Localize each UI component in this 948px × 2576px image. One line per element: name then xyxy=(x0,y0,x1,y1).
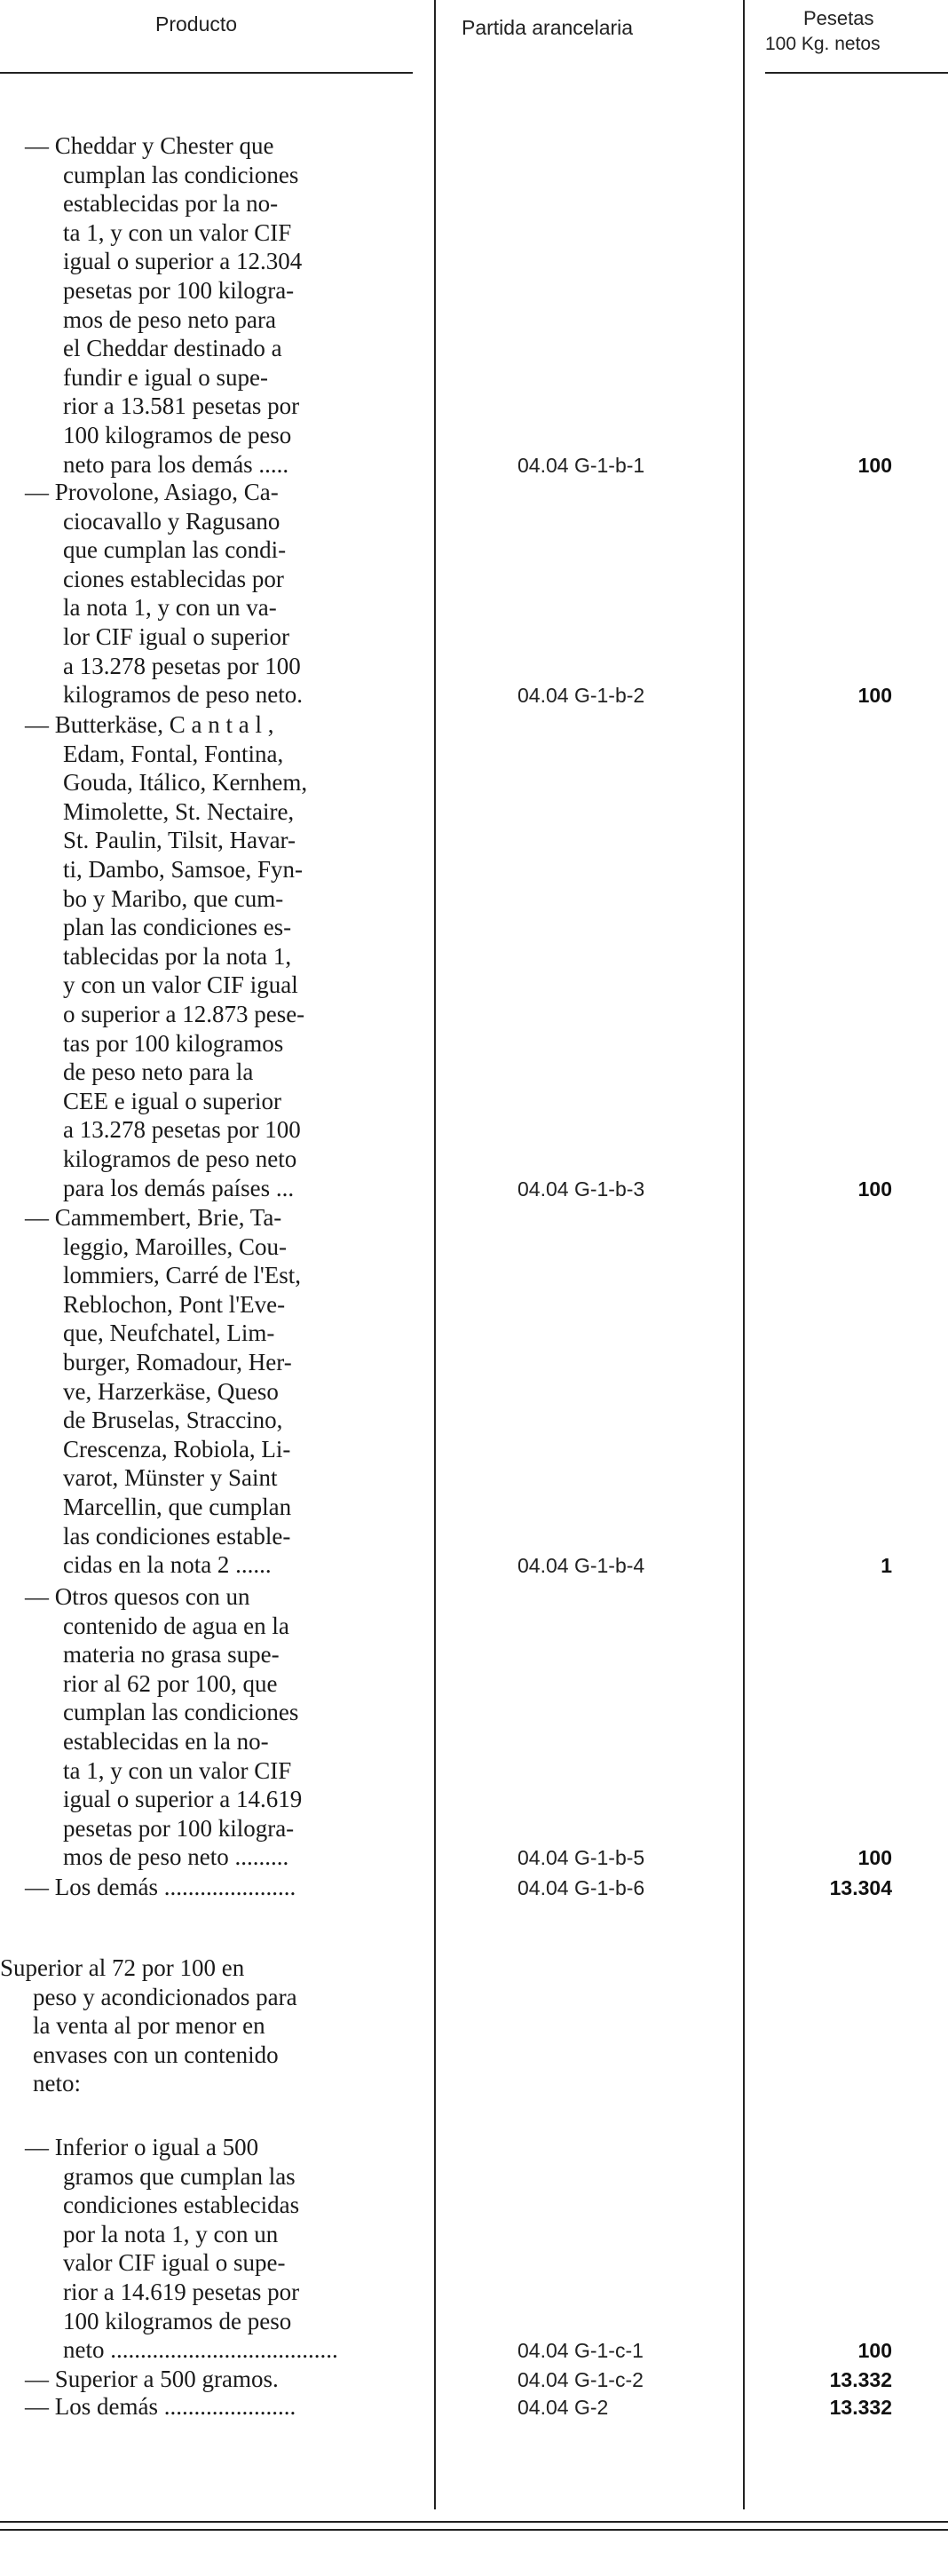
product-text-line: — Superior a 500 gramos. xyxy=(25,2366,279,2392)
product-text-line: kilogramos de peso neto xyxy=(63,1145,297,1172)
product-text-line: Superior al 72 por 100 en xyxy=(0,1954,245,1981)
table-row xyxy=(0,1203,448,1580)
product-text-line: bo y Maribo, que cum- xyxy=(63,884,284,912)
product-text-line: contenido de agua en la xyxy=(63,1612,289,1639)
pesetas-value: 100 xyxy=(857,2339,892,2363)
product-text-line: y con un valor CIF igual xyxy=(63,971,298,999)
product-text-line: establecidas por la no- xyxy=(63,190,279,218)
product-text-line: mos de peso neto ......... xyxy=(63,1843,289,1871)
product-text-line: neto: xyxy=(33,2070,81,2097)
product-text-line: lor CIF igual o superior xyxy=(63,622,289,650)
product-text-line: rior a 13.581 pesetas por xyxy=(63,392,300,420)
product-text-line: que cumplan las condi- xyxy=(63,536,287,564)
partida-code: 04.04 G-1-b-6 xyxy=(517,1876,645,1899)
product-text-line: ta 1, y con un valor CIF xyxy=(63,218,292,246)
product-text-line: fundir e igual o supe- xyxy=(63,363,268,391)
product-text-line: — Cammembert, Brie, Ta- xyxy=(25,1204,282,1231)
header-unidad: 100 Kg. netos xyxy=(765,34,881,54)
product-text-line: 100 kilogramos de peso xyxy=(63,421,292,448)
product-text-line: neto ...................................... xyxy=(63,2336,338,2364)
product-text-line: — Inferior o igual a 500 xyxy=(25,2134,259,2160)
pesetas-value: 13.332 xyxy=(829,2396,892,2419)
product-text-line: peso y acondicionados para xyxy=(33,1983,297,2010)
header-rule-pesetas xyxy=(765,72,948,74)
partida-code: 04.04 G-1-b-5 xyxy=(517,1846,645,1870)
column-divider-right xyxy=(743,0,745,2509)
product-text-line: Edam, Fontal, Fontina, xyxy=(63,740,284,767)
product-text-line: a 13.278 pesetas por 100 xyxy=(63,652,301,679)
product-text-line: para los demás países ... xyxy=(63,1174,295,1201)
table-row xyxy=(0,1954,448,2098)
product-text-line: Crescenza, Robiola, Li- xyxy=(63,1435,291,1462)
pesetas-value: 100 xyxy=(857,1177,892,1201)
table-row xyxy=(0,131,448,479)
bottom-rule-2 xyxy=(0,2529,948,2531)
table-row xyxy=(0,2365,448,2394)
product-text-line: establecidas en la no- xyxy=(63,1727,269,1755)
bottom-rule-1 xyxy=(0,2521,948,2523)
product-text-line: la nota 1, y con un va- xyxy=(63,594,277,622)
product-text-line: — Provolone, Asiago, Ca- xyxy=(25,479,279,505)
product-text-line: por la nota 1, y con un xyxy=(63,2220,279,2247)
product-text-line: rior a 14.619 pesetas por xyxy=(63,2278,300,2305)
pesetas-value: 100 xyxy=(857,1846,892,1870)
product-text-line: la venta al por menor en xyxy=(33,2012,265,2040)
product-text-line: CEE e igual o superior xyxy=(63,1087,281,1114)
product-text-line: St. Paulin, Tilsit, Havar- xyxy=(63,827,296,854)
product-text-line: — Cheddar y Chester que xyxy=(25,132,274,159)
product-text-line: Reblochon, Pont l'Eve- xyxy=(63,1290,286,1318)
product-text-line: pesetas por 100 kilogra- xyxy=(63,1814,295,1842)
product-text-line: Mimolette, St. Nectaire, xyxy=(63,797,295,825)
product-text-line: ta 1, y con un valor CIF xyxy=(63,1756,292,1784)
table-row xyxy=(0,710,448,1202)
pesetas-value: 1 xyxy=(881,1554,892,1578)
product-text-line: materia no grasa supe- xyxy=(63,1641,280,1668)
header-pesetas: Pesetas xyxy=(803,7,874,29)
pesetas-value: 13.332 xyxy=(829,2368,892,2391)
partida-code: 04.04 G-1-b-3 xyxy=(517,1177,645,1201)
partida-code: 04.04 G-1-c-2 xyxy=(517,2368,644,2391)
product-text-line: mos de peso neto para xyxy=(63,305,276,333)
product-text-line: envases con un contenido xyxy=(33,2041,279,2068)
product-text-line: a 13.278 pesetas por 100 xyxy=(63,1116,301,1144)
table-row xyxy=(0,1582,448,1872)
product-text-line: plan las condiciones es- xyxy=(63,914,292,941)
product-text-line: — Los demás ...................... xyxy=(25,2393,296,2420)
pesetas-value: 13.304 xyxy=(829,1876,892,1899)
product-text-line: las condiciones estable- xyxy=(63,1522,291,1550)
product-text-line: lommiers, Carré de l'Est, xyxy=(63,1262,302,1289)
product-text-line: cumplan las condiciones xyxy=(63,1699,299,1726)
partida-code: 04.04 G-1-b-4 xyxy=(517,1554,645,1578)
product-text-line: tas por 100 kilogramos xyxy=(63,1029,284,1057)
product-text-line: leggio, Maroilles, Cou- xyxy=(63,1233,287,1260)
header-rule-producto xyxy=(0,72,413,74)
product-text-line: condiciones establecidas xyxy=(63,2192,300,2219)
table-row xyxy=(0,2133,448,2365)
table-row xyxy=(0,1873,448,1902)
header-producto: Producto xyxy=(155,12,238,36)
product-text-line: — Los demás ...................... xyxy=(25,1874,296,1900)
pesetas-value: 100 xyxy=(857,684,892,708)
product-text-line: valor CIF igual o supe- xyxy=(63,2249,286,2277)
product-text-line: kilogramos de peso neto. xyxy=(63,681,303,709)
partida-code: 04.04 G-2 xyxy=(517,2396,609,2419)
product-text-line: que, Neufchatel, Lim- xyxy=(63,1320,275,1347)
product-text-line: tablecidas por la nota 1, xyxy=(63,942,292,970)
product-text-line: gramos que cumplan las xyxy=(63,2162,296,2190)
product-text-line: el Cheddar destinado a xyxy=(63,335,282,362)
product-text-line: Marcellin, que cumplan xyxy=(63,1493,292,1520)
product-text-line: pesetas por 100 kilogra- xyxy=(63,276,295,304)
product-text-line: neto para los demás ..... xyxy=(63,450,289,478)
pesetas-value: 100 xyxy=(857,453,892,477)
product-text-line: de Bruselas, Straccino, xyxy=(63,1407,283,1434)
product-text-line: cidas en la nota 2 ...... xyxy=(63,1551,272,1579)
header-partida: Partida arancelaria xyxy=(462,16,634,39)
product-text-line: de peso neto para la xyxy=(63,1058,254,1086)
partida-code: 04.04 G-1-c-1 xyxy=(517,2339,644,2363)
table-row xyxy=(0,478,448,709)
product-text-line: igual o superior a 14.619 xyxy=(63,1786,303,1813)
table-row xyxy=(0,2392,448,2421)
product-text-line: varot, Münster y Saint xyxy=(63,1464,278,1492)
product-text-line: 100 kilogramos de peso xyxy=(63,2307,292,2334)
product-text-line: ve, Harzerkäse, Queso xyxy=(63,1377,279,1405)
product-text-line: ti, Dambo, Samsoe, Fyn- xyxy=(63,855,303,883)
partida-code: 04.04 G-1-b-1 xyxy=(517,453,645,477)
product-text-line: — Butterkäse, C a n t a l , xyxy=(25,711,274,738)
product-text-line: — Otros quesos con un xyxy=(25,1583,250,1610)
product-text-line: burger, Romadour, Her- xyxy=(63,1348,292,1375)
product-text-line: cumplan las condiciones xyxy=(63,161,299,188)
product-text-line: Gouda, Itálico, Kernhem, xyxy=(63,769,308,797)
partida-code: 04.04 G-1-b-2 xyxy=(517,684,645,708)
product-text-line: rior al 62 por 100, que xyxy=(63,1669,278,1697)
product-text-line: ciones establecidas por xyxy=(63,565,284,592)
product-text-line: igual o superior a 12.304 xyxy=(63,248,303,275)
product-text-line: ciocavallo y Ragusano xyxy=(63,507,280,535)
product-text-line: o superior a 12.873 pese- xyxy=(63,1000,305,1027)
